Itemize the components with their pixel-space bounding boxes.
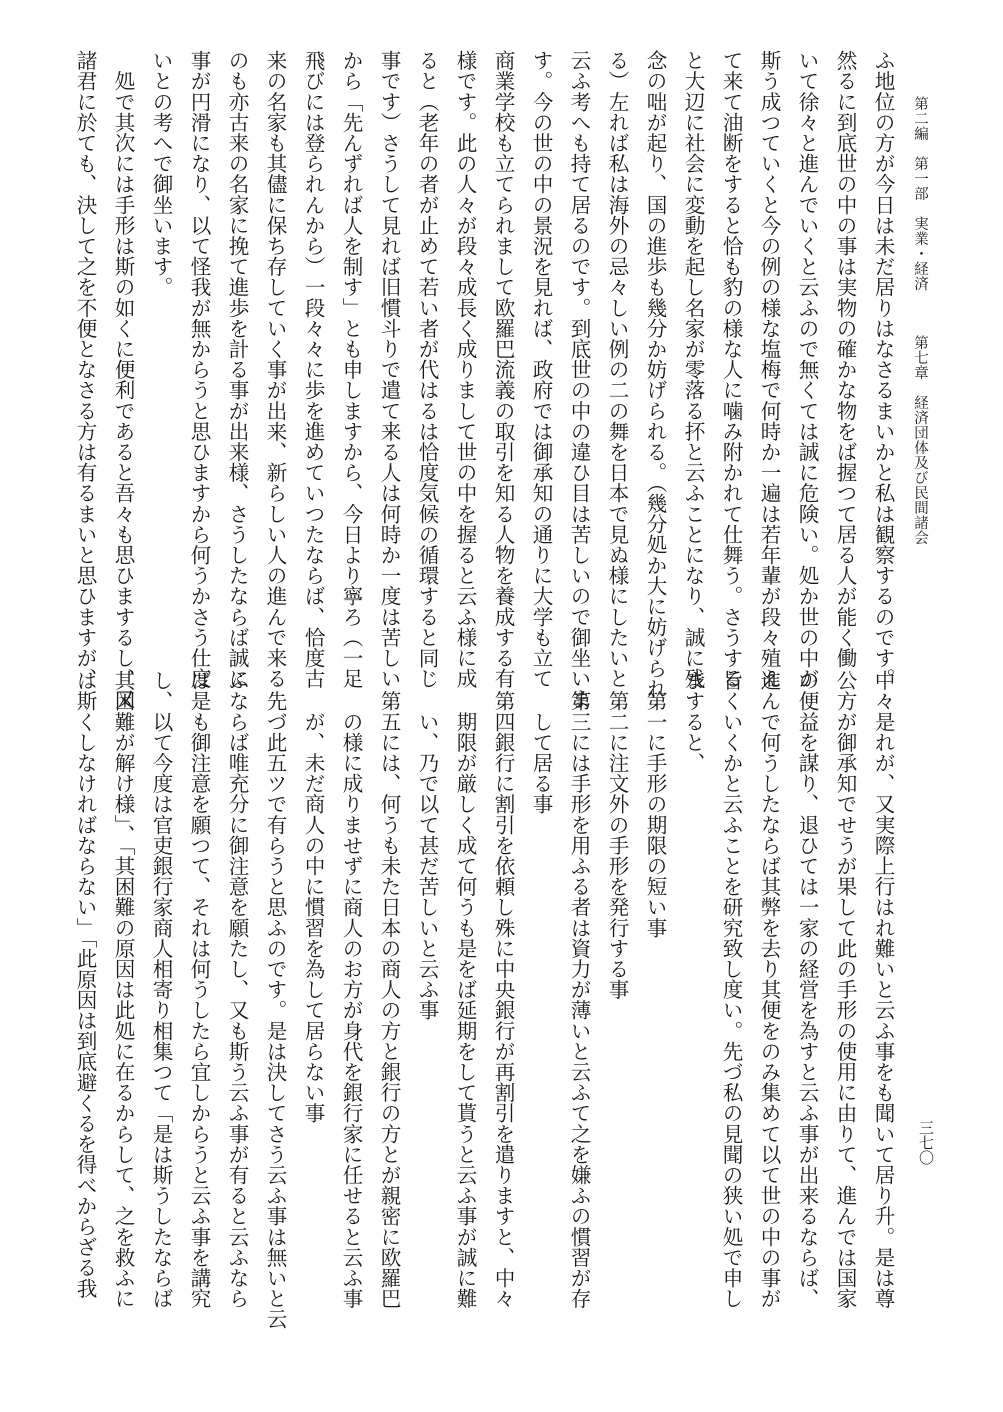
top-line: のも亦古来の名家に挽て進歩を計る事が出来様、さうしたならば誠に bbox=[225, 50, 249, 689]
bottom-line: 第三には手形を用ふる者は資力が薄いと云ふて之を嫌ふの慣習が存 bbox=[567, 670, 591, 1309]
top-line: 様です。此の人々が段々成長く成りまして世の中を握ると云ふ様に成 bbox=[453, 50, 477, 689]
top-line: ふ地位の方が今日は未だ居りはなさるまいかと私は観察するのです。 bbox=[871, 50, 895, 689]
top-line: て来て油断をすると恰も豹の様な人に噛み附かれて仕舞う。さうする bbox=[719, 50, 743, 689]
top-line: る）左れば私は海外の忌々しい例の二の舞を日本で見ぬ様にしたいと bbox=[605, 50, 629, 689]
bottom-line: して居る事 bbox=[529, 670, 553, 815]
top-line: 云ふ考へも持て居るのです。到底世の中の違ひ目は苦しいので御坐いま bbox=[567, 50, 591, 710]
bottom-line: 第二に注文外の手形を発行する事 bbox=[605, 670, 629, 1000]
top-line: ると（老年の者が止めて若い者が代はるは恰度気候の循環すると同じ bbox=[415, 50, 439, 689]
top-line: と大辺に社会に変動を起し名家が零落る抔と云ふことになり、誠に残 bbox=[681, 50, 705, 689]
header-chapter: 第七章 経済団体及び民間諸会 bbox=[912, 335, 928, 545]
top-line: 処で其次には手形は斯の如くに便利であると吾々も思ひまするし、又 bbox=[111, 50, 135, 710]
top-line: 事です）さうして見れば旧慣斗りで遣て来る人は何時か一度は苦しい bbox=[377, 50, 401, 689]
bottom-line: 旨くいくかと云ふことを研究致し度い。先づ私の見聞の狭い処で申し bbox=[719, 670, 743, 1309]
bottom-line: 公方が御承知でせうが果して此の手形の使用に由りて、進んでは国家 bbox=[833, 670, 857, 1309]
bottom-line: ますると、 bbox=[681, 670, 705, 773]
top-line: 来の名家も其儘に保ち存していく事が出来、新らしい人の進んで来る bbox=[263, 50, 287, 689]
top-line: 飛びには登られんから）一段々々に歩を進めていつたならば、恰度古 bbox=[301, 50, 325, 689]
bottom-line: 第四銀行に割引を依頼し殊に中央銀行が再割引を遣りますと、中々 bbox=[491, 670, 515, 1309]
top-line: 事が円滑になり、以て怪我が無からうと思ひますから何うかさう仕度 bbox=[187, 50, 211, 689]
top-line: 斯う成つていくと今の例の様な塩梅で何時か一遍は若年輩が段々殖え bbox=[757, 50, 781, 689]
top-line: 商業学校も立てられまして欧羅巴流義の取引を知る人物を養成する有 bbox=[491, 50, 515, 689]
top-line: す。今の世の中の景況を見れば、政府では御承知の通りに大学も立て bbox=[529, 50, 553, 689]
bottom-line: 第五には、何うも未た日本の商人の方と銀行の方とが親密に欧羅巴 bbox=[377, 670, 401, 1309]
bottom-line: 中々是れが、又実際上行はれ難いと云ふ事をも聞いて居り升。是は尊 bbox=[871, 670, 895, 1309]
top-line: いて徐々と進んでいくと云ふので無くては誠に危険い。処か世の中が bbox=[795, 50, 819, 689]
top-line: から「先んずれば人を制す」とも申しますから、今日より寧ろ（一足 bbox=[339, 50, 363, 689]
bottom-line: は斯くしなければならない」「此原因は到底避くるを得べからざる我 bbox=[73, 670, 97, 1299]
bottom-line: ふならば唯充分に御注意を願たし、又も斯う云ふ事が有ると云ふなら bbox=[225, 670, 249, 1309]
top-line: 然るに到底世の中の事は実物の確かな物をば握つて居る人が能く働 bbox=[833, 50, 857, 668]
bottom-line: の便益を謀り、退ひては一家の経営を為すと云ふ事が出来るならば、 bbox=[795, 670, 819, 1309]
page-number: 三七〇 bbox=[917, 1120, 935, 1165]
bottom-line: 期限が厳しく成て何うも是をば延期をして貰うと云ふ事が誠に難 bbox=[453, 670, 477, 1309]
top-line: 諸君に於ても、決して之を不便となさる方は有るまいと思ひますが、 bbox=[73, 50, 97, 689]
top-line: いとの考へで御坐います。 bbox=[149, 50, 173, 298]
running-header bbox=[910, 96, 931, 545]
bottom-line: の様に成りませずに商人のお方が身代を銀行家に任せると云ふ事 bbox=[339, 670, 363, 1309]
bottom-line: し、以て今度は官吏銀行家商人相寄り相集つて「是は斯うしたならば bbox=[149, 670, 173, 1309]
top-line: 念の咄が起り、国の進歩も幾分か妨げられる。（幾分処か大に妨げられ bbox=[643, 50, 667, 699]
bottom-line: 第一に手形の期限の短い事 bbox=[643, 670, 667, 938]
bottom-line: い、乃で以て甚だ苦しいと云ふ事 bbox=[415, 670, 439, 1021]
bottom-line: が、未だ商人の中に慣習を為して居らない事 bbox=[301, 670, 325, 1124]
bottom-line: 先づ此五ツで有らうと思ふのです。是は決してさう云ふ事は無いと云 bbox=[263, 670, 287, 1330]
bottom-line: ば是も御注意を願つて、それは何うしたら宜しからうと云ふ事を講究 bbox=[187, 670, 211, 1309]
bottom-line: 進んで何うしたならば其弊を去り其便をのみ集めて以て世の中の事が bbox=[757, 670, 781, 1309]
header-section: 第二編 第一部 実業・経済 bbox=[912, 96, 928, 291]
bottom-line: 其困難が解け様」、「其困難の原因は此処に在るからして、之を救ふに bbox=[111, 670, 135, 1309]
